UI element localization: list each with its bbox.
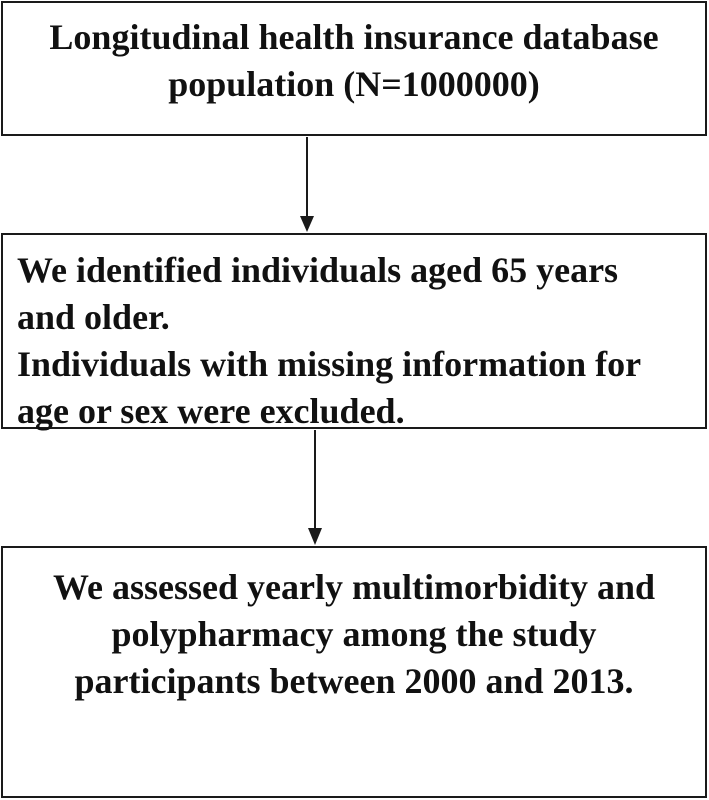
box-text-line: participants between 2000 and 2013. [74,661,634,701]
box-text-line: polypharmacy among the study [111,614,597,654]
arrow-box1-to-box2 [300,137,314,232]
box-text-line: and older. [17,297,170,337]
box-text-line: population (N=1000000) [168,64,540,104]
box-text-line: We identified individuals aged 65 years [17,250,619,290]
box-text-line: Longitudinal health insurance database [49,17,659,57]
box-text-line: Individuals with missing information for [17,344,642,384]
arrow-box2-to-box3 [308,430,322,545]
box-text-line: age or sex were excluded. [17,391,405,431]
box-text-line: We assessed yearly multimorbidity and [52,567,655,607]
